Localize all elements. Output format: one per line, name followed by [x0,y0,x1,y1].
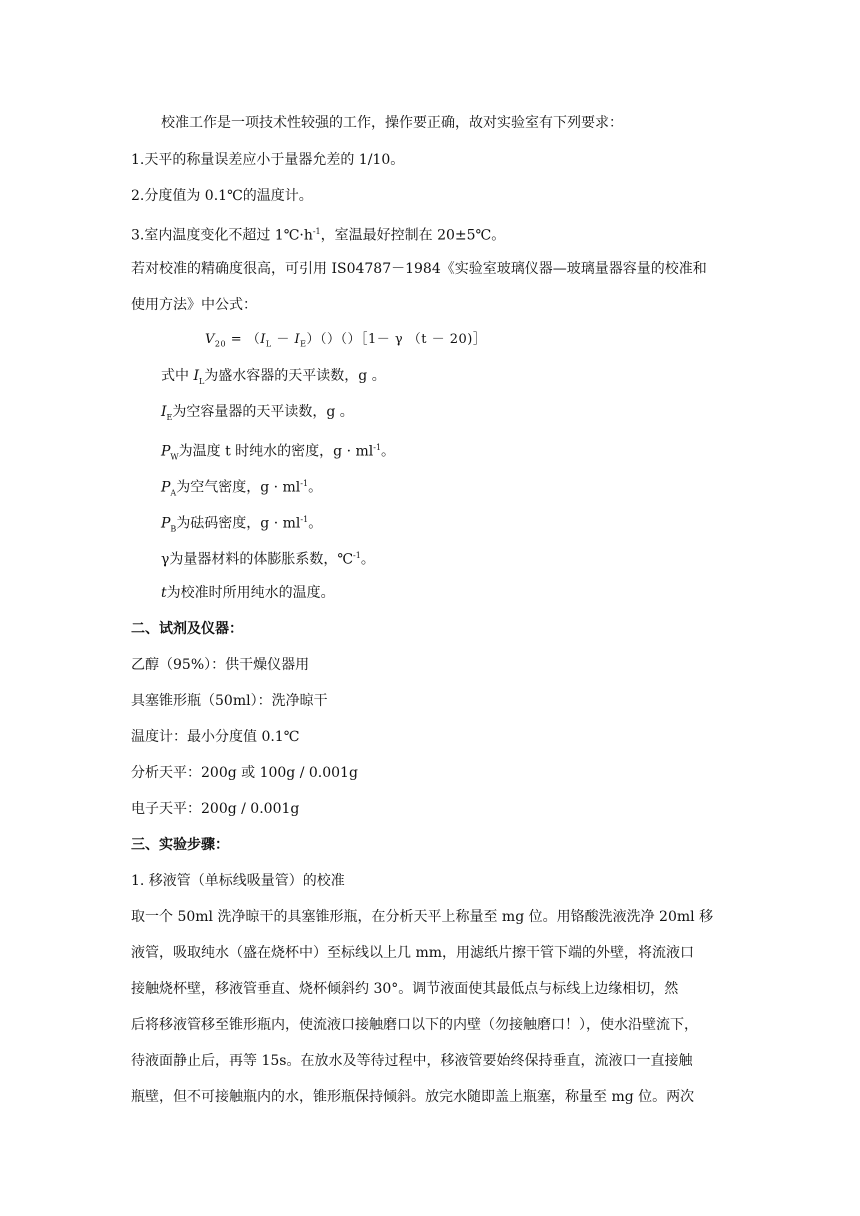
def-pb-symbol: P [161,515,171,532]
requirement-3 [131,222,731,246]
req3-text-end: ，室温最好控制在 20±5℃。 [320,227,506,244]
def-pw [161,438,761,467]
requirement-2: 2.分度值为 0.1℃的温度计。 [131,188,313,204]
reagent-item: 乙醇（95%）：供干燥仪器用 [131,657,310,673]
formula-il-sub: L [265,339,272,349]
step-1-line: 待液面静止后，再等 15s。在放水及等待过程中，移液管要始终保持垂直，流液口一直接触 [131,1053,693,1069]
def-gamma-sup: -1 [353,551,361,560]
def-pa-sup: -1 [300,479,309,488]
formula-v: V [205,332,215,347]
def-pa-symbol: P [161,479,171,496]
calibration-formula [205,330,805,355]
reagent-item: 具塞锥形瓶（50ml）：洗净晾干 [131,693,328,709]
def-pb [161,510,761,539]
def-pa-sub: A [170,488,177,498]
def-gamma-text: γ为量器材料的体膨胀系数，℃ [161,551,354,568]
reagent-item: 温度计：最小分度值 0.1℃ [131,729,300,745]
iso-reference-line-2: 使用方法》中公式： [131,297,257,313]
step-1-line: 接触烧杯壁，移液管垂直、烧杯倾斜约 30°。调节液面使其最低点与标线上边缘相切，然 [131,981,679,997]
def-ie-sub: E [166,412,173,422]
formula-ie-sub: E [300,339,307,349]
step-1-line: 瓶壁，但不可接触瓶内的水，锥形瓶保持倾斜。放完水随即盖上瓶塞，称量至 mg 位。两次 [131,1089,695,1105]
formula-il: I [260,332,266,347]
def-pa-end: 。 [308,479,323,496]
step-1-line: 液管，吸取纯水（盛在烧杯中）至标线以上几 mm，用滤纸片擦干管下端的外壁，将流液口 [131,945,694,961]
def-ie-symbol: I [161,404,167,420]
def-pa [161,474,761,503]
def-pb-text: 为砝码密度，g · ml [176,515,301,532]
reagent-item: 分析天平：200g 或 100g / 0.001g [131,765,358,781]
def-ie [161,402,761,428]
def-gamma-end: 。 [360,551,375,568]
def-pw-end: 。 [381,443,396,460]
iso-reference-line-1: 若对校准的精确度很高，可引用 IS04787－1984《实验室玻璃仪器—玻璃量器容量的校准和 [131,261,707,277]
req3-superscript: -1 [312,227,321,236]
def-il-prefix: 式中 [161,368,194,384]
def-il-symbol: I [193,368,199,384]
def-t-text: 为校准时所用纯水的温度。 [166,585,335,601]
step-1-line: 取一个 50ml 洗净晾干的具塞锥形瓶，在分析天平上称量至 mg 位。用铬酸洗液洗净 20ml 移 [131,909,714,925]
formula-tail: ）（）（）［1－ γ （t － 20)］ [306,332,487,347]
step-1-title: 1. 移液管（单标线吸量管）的校准 [131,873,345,889]
section-heading-reagents: 二、试剂及仪器： [131,621,243,637]
formula-v-sub: 20 [214,339,227,349]
intro-paragraph: 校准工作是一项技术性较强的工作，操作要正确，故对实验室有下列要求： [161,115,623,131]
def-pw-sup: -1 [373,443,382,452]
def-il [161,366,761,392]
formula-part: = （ [226,332,261,347]
req3-text: 3.室内温度变化不超过 1℃·h [131,227,313,244]
def-t [161,583,761,603]
def-il-text: 为盛水容器的天平读数，g 。 [204,368,386,384]
def-pb-sup: -1 [300,515,309,524]
def-t-symbol: t [161,585,167,601]
step-1-line: 后将移液管移至锥形瓶内，使流液口接触磨口以下的内壁（勿接触磨口！），使水沿壁流下， [131,1017,698,1033]
def-il-sub: L [198,376,205,386]
def-pw-symbol: P [161,443,171,460]
def-gamma [161,546,761,570]
section-heading-steps: 三、实验步骤： [131,837,229,853]
def-pb-end: 。 [308,515,323,532]
def-pw-text: 为温度 t 时纯水的密度，g · ml [178,443,374,460]
def-pb-sub: B [170,524,177,534]
def-pw-sub: W [170,452,179,462]
reagent-item: 电子天平：200g / 0.001g [131,801,300,817]
def-ie-text: 为空容量器的天平读数，g 。 [172,404,354,420]
formula-ie: I [294,332,301,347]
def-pa-text: 为空气密度，g · ml [176,479,301,496]
requirement-1: 1.天平的称量误差应小于量器允差的 1/10。 [131,152,405,168]
formula-minus: － [271,332,295,347]
